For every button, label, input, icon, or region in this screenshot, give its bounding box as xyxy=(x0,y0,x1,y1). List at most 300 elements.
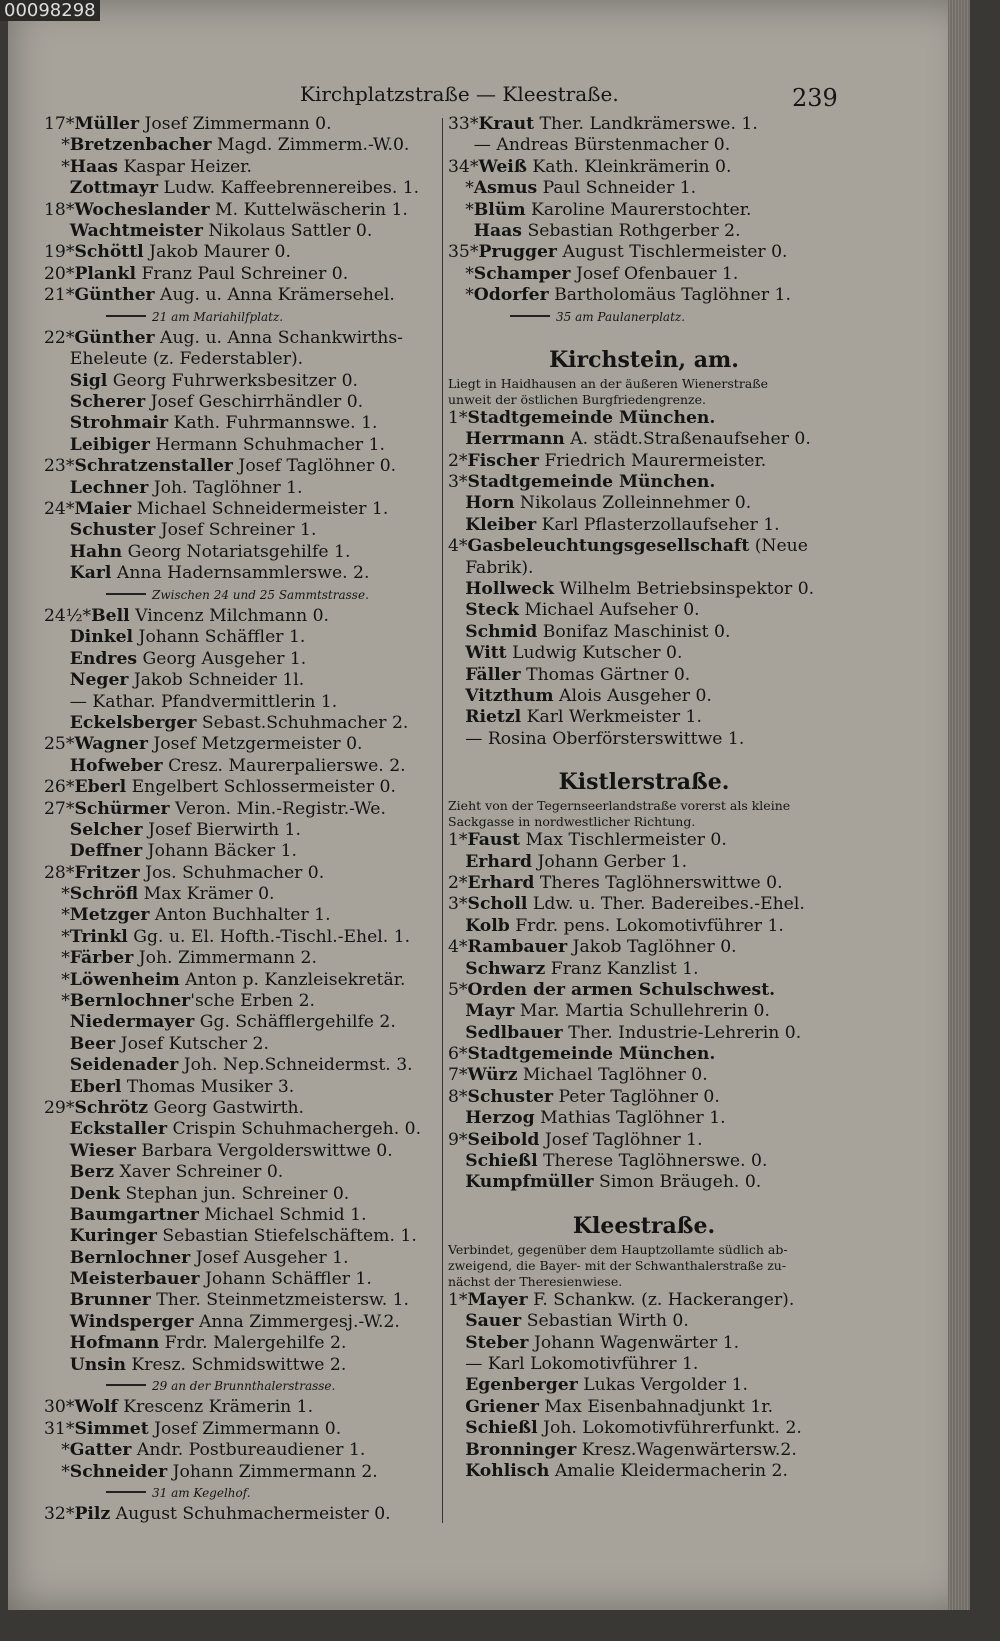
directory-entry xyxy=(44,178,439,199)
resident-name: Bretzenbacher xyxy=(69,135,212,156)
resident-name: Beer xyxy=(69,1033,116,1054)
resident-details: Ludw. Kaffeebrennereibes. 1. xyxy=(158,178,420,199)
resident-name: Metzger xyxy=(69,905,150,926)
resident-name: Endres xyxy=(69,648,138,669)
resident-details: Ther. Landkrämerswe. 1. xyxy=(534,114,758,134)
note-text: 31 am Kegelhof. xyxy=(152,1486,251,1500)
resident-details: Gg. Schäfflergehilfe 2. xyxy=(194,1012,396,1033)
resident-name: Eckstaller xyxy=(69,1119,168,1140)
cross-reference-note xyxy=(44,585,439,606)
resident-details: Fabrik). xyxy=(465,557,534,578)
resident-details: Stephan jun. Schreiner 0. xyxy=(120,1183,350,1204)
directory-entry xyxy=(44,114,439,135)
directory-entry xyxy=(44,692,439,713)
resident-details: Simon Bräugeh. 0. xyxy=(593,1172,762,1193)
resident-name: Faust xyxy=(467,830,521,851)
directory-entry xyxy=(448,135,840,156)
house-number xyxy=(44,692,70,712)
resident-name: Simmet xyxy=(74,1418,149,1439)
house-number xyxy=(44,627,70,647)
directory-entry xyxy=(448,622,840,643)
resident-name: Niedermayer xyxy=(69,1012,195,1033)
house-number: 1* xyxy=(448,1289,468,1310)
house-number: * xyxy=(44,905,70,926)
directory-entry xyxy=(44,670,439,691)
resident-details: Aug. u. Anna Krämersehel. xyxy=(154,285,395,306)
resident-details: Anna Hadernsammlerswe. 2. xyxy=(111,563,370,584)
directory-entry xyxy=(44,1333,439,1354)
house-number: 2* xyxy=(448,450,468,471)
resident-details: Georg Fuhrwerksbesitzer 0. xyxy=(107,370,358,391)
directory-entry xyxy=(44,820,439,841)
directory-entry xyxy=(448,1130,840,1151)
directory-entry xyxy=(44,1290,439,1311)
resident-details: Cresz. Maurerpalierswe. 2. xyxy=(162,755,406,776)
resident-details: — Karl Lokomotivführer 1. xyxy=(465,1353,699,1374)
page-edge xyxy=(948,0,970,1610)
resident-details: Kath. Fuhrmannswe. 1. xyxy=(168,413,378,434)
resident-details: Josef Kutscher 2. xyxy=(115,1033,269,1054)
house-number: 28* xyxy=(44,862,75,883)
directory-entry xyxy=(448,472,840,493)
house-number: 32* xyxy=(44,1504,75,1525)
resident-details: Bonifaz Maschinist 0. xyxy=(537,621,731,642)
directory-entry xyxy=(44,713,439,734)
resident-name: Meisterbauer xyxy=(69,1269,200,1290)
resident-name: Deffner xyxy=(69,841,143,862)
house-number xyxy=(448,1397,465,1417)
directory-entry xyxy=(448,1461,840,1482)
resident-details: Jakob Maurer 0. xyxy=(143,242,291,263)
directory-entry xyxy=(448,285,840,306)
directory-entry xyxy=(44,221,439,242)
resident-details: — Rosina Oberförsterswittwe 1. xyxy=(465,728,745,749)
house-number: 4* xyxy=(448,536,468,557)
directory-entry xyxy=(448,852,840,873)
resident-details: Josef Zimmermann 0. xyxy=(139,114,332,134)
directory-entry xyxy=(448,729,840,750)
resident-name: Schürmer xyxy=(74,798,170,819)
resident-details: Josef Schreiner 1. xyxy=(155,520,317,541)
resident-name: Gatter xyxy=(69,1440,132,1461)
street-description: Verbindet, gegenüber dem Hauptzollamte südlich ab- xyxy=(448,1241,788,1257)
directory-entry xyxy=(44,756,439,777)
directory-entry xyxy=(448,515,840,536)
resident-name: Rietzl xyxy=(465,707,522,728)
house-number xyxy=(448,1023,465,1043)
directory-entry xyxy=(44,1205,439,1226)
resident-name: Lechner xyxy=(69,477,149,498)
house-number xyxy=(44,1226,70,1246)
pointing-hand-icon xyxy=(106,1374,146,1386)
directory-entry xyxy=(44,1034,439,1055)
resident-name: Egenberger xyxy=(465,1375,578,1396)
directory-entry xyxy=(44,1141,439,1162)
resident-details: Joh. Taglöhner 1. xyxy=(148,477,303,498)
directory-entry xyxy=(44,157,439,178)
directory-entry xyxy=(44,606,439,627)
directory-entry xyxy=(448,1440,840,1461)
resident-details: Vincenz Milchmann 0. xyxy=(129,605,330,626)
directory-entry xyxy=(44,563,439,584)
resident-details: Ther. Industrie-Lehrerin 0. xyxy=(562,1022,802,1043)
street-description: zweigend, die Bayer- mit der Schwanthalerstraße zu- xyxy=(448,1257,787,1273)
resident-details: Peter Taglöhner 0. xyxy=(553,1086,720,1107)
note-text: 29 an der Brunnthalerstrasse. xyxy=(152,1379,336,1394)
resident-name: Prugger xyxy=(478,242,557,263)
pointing-hand-icon xyxy=(510,305,550,317)
house-number: 34* xyxy=(448,156,479,177)
house-number xyxy=(448,1311,465,1331)
resident-name: Kleiber xyxy=(465,514,537,535)
house-number: 19* xyxy=(44,242,75,263)
house-number: 29* xyxy=(44,1097,75,1118)
resident-name: Brunner xyxy=(69,1290,151,1311)
directory-entry xyxy=(448,1087,840,1108)
house-number xyxy=(448,579,465,599)
resident-details: Anna Zimmergesj.-W.2. xyxy=(193,1311,400,1332)
resident-name: Hahn xyxy=(69,541,123,562)
house-number: 24½* xyxy=(44,605,92,626)
resident-name: Wieser xyxy=(69,1140,136,1161)
resident-details: Therese Taglöhnerswe. 0. xyxy=(537,1151,768,1172)
house-number xyxy=(44,1355,70,1375)
resident-name: Pilz xyxy=(74,1504,111,1525)
house-number: 26* xyxy=(44,777,75,798)
directory-entry xyxy=(44,1162,439,1183)
directory-entry xyxy=(44,1312,439,1333)
directory-entry xyxy=(448,1023,840,1044)
directory-entry xyxy=(448,1333,840,1354)
house-number: * xyxy=(448,263,474,284)
directory-entry xyxy=(448,242,840,263)
resident-details: Friedrich Maurermeister. xyxy=(538,450,767,471)
house-number: * xyxy=(44,884,70,905)
directory-entry xyxy=(448,429,840,450)
directory-entry xyxy=(44,264,439,285)
resident-name: Schießl xyxy=(465,1151,538,1172)
resident-details: Josef Taglöhner 1. xyxy=(539,1129,703,1150)
resident-details: Eheleute (z. Federstabler). xyxy=(69,349,304,370)
resident-details: Michael Taglöhner 0. xyxy=(517,1065,708,1086)
resident-name: Bernlochner xyxy=(69,1247,191,1268)
resident-details: Kresz. Schmidswittwe 2. xyxy=(125,1354,347,1375)
house-number xyxy=(44,520,70,540)
running-header: Kirchplatzstraße — Kleestraße. xyxy=(300,82,619,106)
directory-entry xyxy=(448,1397,840,1418)
resident-name: Schrötz xyxy=(74,1097,149,1118)
resident-name: Hollweck xyxy=(465,579,555,600)
directory-entry xyxy=(448,1354,840,1375)
house-number xyxy=(448,622,465,642)
resident-name: Weiß xyxy=(478,156,527,177)
house-number xyxy=(44,392,70,412)
resident-details: Joh. Lokomotivführerfunkt. 2. xyxy=(537,1418,802,1439)
resident-details: Ludwig Kutscher 0. xyxy=(506,643,683,664)
resident-name: Eberl xyxy=(74,777,127,798)
resident-name: Karl xyxy=(69,563,112,584)
pointing-hand-icon xyxy=(106,583,146,595)
house-number xyxy=(44,178,70,198)
resident-details: Karl Werkmeister 1. xyxy=(521,707,702,728)
directory-entry xyxy=(44,777,439,798)
resident-name: Leibiger xyxy=(69,434,150,455)
resident-details: Josef Ofenbauer 1. xyxy=(570,263,739,284)
house-number: * xyxy=(44,135,70,156)
house-number xyxy=(448,1151,465,1171)
resident-details: Thomas Gärtner 0. xyxy=(520,664,691,685)
directory-entry xyxy=(44,1119,439,1140)
resident-name: Baumgartner xyxy=(69,1204,199,1225)
resident-details: Franz Kanzlist 1. xyxy=(545,958,699,979)
resident-details: Mathias Taglöhner 1. xyxy=(534,1108,726,1129)
resident-details: Frdr. pens. Lokomotivführer 1. xyxy=(509,915,784,936)
note-text: 21 am Mariahilfplatz. xyxy=(152,309,284,324)
resident-name: Bronninger xyxy=(465,1439,577,1460)
directory-entry xyxy=(44,456,439,477)
directory-entry xyxy=(448,1311,840,1332)
directory-entry xyxy=(44,542,439,563)
street-description: Zieht von der Tegernseerlandstraße vorerst als kleine xyxy=(448,798,791,814)
resident-name: Kolb xyxy=(465,915,510,936)
resident-details: Bartholomäus Taglöhner 1. xyxy=(548,285,791,306)
directory-entry xyxy=(44,927,439,948)
resident-details: Joh. Nep.Schneidermst. 3. xyxy=(178,1055,413,1076)
resident-name: Hofweber xyxy=(69,755,163,776)
house-number xyxy=(448,852,465,872)
house-number xyxy=(44,435,70,455)
resident-details: Gg. u. El. Hofth.-Tischl.-Ehel. 1. xyxy=(127,926,411,947)
resident-details: Kath. Kleinkrämerin 0. xyxy=(526,156,732,177)
house-number: * xyxy=(44,156,70,177)
house-number: 1* xyxy=(448,407,468,428)
resident-details: Jakob Schneider 1l. xyxy=(128,670,305,691)
resident-name: Steck xyxy=(465,600,519,621)
cross-reference-note xyxy=(44,307,439,328)
house-number xyxy=(44,1162,70,1182)
house-number: * xyxy=(44,948,70,969)
house-number: * xyxy=(448,178,474,199)
resident-name: Hofmann xyxy=(69,1333,160,1354)
resident-name: Erhard xyxy=(467,872,535,893)
directory-entry xyxy=(44,841,439,862)
house-number: 7* xyxy=(448,1065,468,1086)
resident-details: Sebastian Wirth 0. xyxy=(521,1311,689,1332)
directory-entry xyxy=(44,1504,439,1525)
directory-entry xyxy=(44,1440,439,1461)
resident-details: Amalie Kleidermacherin 2. xyxy=(549,1460,788,1481)
house-number: 3* xyxy=(448,472,468,493)
resident-name: Scholl xyxy=(467,894,528,915)
directory-entry xyxy=(448,536,840,557)
house-number xyxy=(44,1333,70,1353)
house-number xyxy=(448,643,465,663)
resident-name: Griener xyxy=(465,1396,539,1417)
house-number xyxy=(44,1269,70,1289)
resident-name: Selcher xyxy=(69,819,143,840)
resident-details: Joh. Zimmermann 2. xyxy=(133,948,317,969)
directory-entry xyxy=(44,884,439,905)
directory-entry xyxy=(44,1397,439,1418)
house-number: * xyxy=(44,991,70,1012)
directory-entry xyxy=(44,285,439,306)
resident-name: Günther xyxy=(74,327,155,348)
resident-details: Karoline Maurerstochter. xyxy=(525,199,752,220)
directory-entry xyxy=(448,643,840,664)
house-number: 27* xyxy=(44,798,75,819)
resident-details: Michael Aufseher 0. xyxy=(518,600,700,621)
directory-entry xyxy=(448,686,840,707)
pointing-hand-icon xyxy=(106,305,146,317)
directory-entry xyxy=(44,371,439,392)
house-number xyxy=(44,649,70,669)
resident-name: Erhard xyxy=(465,851,533,872)
resident-name: Schöttl xyxy=(74,242,144,263)
house-number xyxy=(44,1119,70,1139)
resident-name: Löwenheim xyxy=(69,969,180,990)
resident-name: Färber xyxy=(69,948,134,969)
house-number: 24* xyxy=(44,499,75,520)
resident-details: August Schuhmachermeister 0. xyxy=(110,1504,391,1525)
house-number xyxy=(448,1001,465,1021)
resident-name: Schwarz xyxy=(465,958,546,979)
directory-entry xyxy=(44,200,439,221)
directory-entry xyxy=(448,221,840,242)
street-description: Liegt in Haidhausen an der äußeren Wienerstraße xyxy=(448,375,768,391)
directory-entry xyxy=(44,1226,439,1247)
directory-entry xyxy=(44,242,439,263)
resident-details: Frdr. Malergehilfe 2. xyxy=(159,1333,347,1354)
resident-name: Schuster xyxy=(467,1086,554,1107)
directory-entry xyxy=(448,980,840,1001)
resident-name: Denk xyxy=(69,1183,121,1204)
resident-name: Herrmann xyxy=(465,429,565,450)
directory-entry xyxy=(44,799,439,820)
house-number: 35* xyxy=(448,242,479,263)
directory-entry xyxy=(44,1184,439,1205)
directory-entry xyxy=(44,991,439,1012)
resident-name: Herzog xyxy=(465,1108,535,1129)
resident-name: Kraut xyxy=(478,114,535,134)
directory-entry xyxy=(44,413,439,434)
resident-name: Eberl xyxy=(69,1076,122,1097)
resident-name: Zottmayr xyxy=(69,178,159,199)
directory-entry xyxy=(44,1055,439,1076)
resident-details: Max Tischlermeister 0. xyxy=(520,830,727,851)
house-number: 23* xyxy=(44,456,75,477)
street-description: Sackgasse in nordwestlicher Richtung. xyxy=(448,814,696,830)
directory-entry xyxy=(44,1269,439,1290)
resident-details: Franz Paul Schreiner 0. xyxy=(136,263,349,284)
resident-details: Ldw. u. Ther. Badereibes.-Ehel. xyxy=(527,894,805,915)
directory-entry xyxy=(448,1375,840,1396)
resident-name: Bell xyxy=(91,605,130,626)
resident-details: Max Krämer 0. xyxy=(138,884,275,905)
resident-details: Sebastian Stiefelschäftem. 1. xyxy=(156,1226,417,1247)
resident-name: Neger xyxy=(69,670,129,691)
directory-entry xyxy=(44,1098,439,1119)
house-number xyxy=(44,1077,70,1097)
resident-details: Krescenz Krämerin 1. xyxy=(117,1397,314,1418)
resident-name: Maier xyxy=(74,499,132,520)
house-number xyxy=(44,542,70,562)
house-number xyxy=(448,600,465,620)
resident-name: Seidenader xyxy=(69,1055,179,1076)
street-description: unweit der östlichen Burgfriedengrenze. xyxy=(448,391,707,407)
resident-details: Josef Geschirrhändler 0. xyxy=(145,392,364,413)
directory-entry xyxy=(44,1355,439,1376)
directory-entry xyxy=(448,1172,840,1193)
directory-entry xyxy=(448,200,840,221)
resident-details: Georg Gastwirth. xyxy=(148,1097,305,1118)
left-column xyxy=(44,114,439,1526)
directory-entry xyxy=(448,665,840,686)
resident-details: Xaver Schreiner 0. xyxy=(114,1162,284,1183)
house-number xyxy=(44,1184,70,1204)
resident-details: Kresz.Wagenwärtersw.2. xyxy=(576,1439,797,1460)
resident-name: Kuringer xyxy=(69,1226,157,1247)
house-number xyxy=(44,413,70,433)
resident-name: Eckelsberger xyxy=(69,712,197,733)
resident-details: Sebastian Rothgerber 2. xyxy=(521,220,741,241)
resident-details: Ther. Steinmetzmeistersw. 1. xyxy=(150,1290,410,1311)
resident-details: Nikolaus Zolleinnehmer 0. xyxy=(514,493,752,514)
directory-entry xyxy=(44,349,439,370)
house-number xyxy=(448,135,474,155)
resident-name: Stadtgemeinde München. xyxy=(467,407,716,428)
directory-entry xyxy=(44,1012,439,1033)
house-number: 2* xyxy=(448,872,468,893)
house-number xyxy=(448,729,465,749)
resident-name: Günther xyxy=(74,285,155,306)
directory-entry xyxy=(448,264,840,285)
resident-name: Asmus xyxy=(473,178,538,199)
house-number xyxy=(448,429,465,449)
resident-details: Max Eisenbahnadjunkt 1r. xyxy=(538,1396,774,1417)
resident-details: Georg Ausgeher 1. xyxy=(137,648,307,669)
resident-name: Haas xyxy=(473,220,522,241)
directory-entry xyxy=(448,157,840,178)
resident-name: Blüm xyxy=(473,199,526,220)
resident-name: Witt xyxy=(465,643,507,664)
house-number xyxy=(448,1108,465,1128)
resident-name: Fäller xyxy=(465,664,521,685)
resident-name: Rambauer xyxy=(467,937,568,958)
house-number xyxy=(44,1012,70,1032)
resident-name: Fischer xyxy=(467,450,539,471)
house-number: 25* xyxy=(44,734,75,755)
note-text: Zwischen 24 und 25 Sammtstrasse. xyxy=(152,587,369,602)
resident-details: Michael Schneidermeister 1. xyxy=(131,499,389,520)
resident-details: Johann Bäcker 1. xyxy=(142,841,298,862)
resident-details: Josef Taglöhner 0. xyxy=(232,456,397,477)
resident-details: Jos. Schuhmacher 0. xyxy=(139,862,325,883)
street-heading: Kistlerstraße. xyxy=(558,769,730,796)
street-heading: Kleestraße. xyxy=(572,1212,716,1239)
resident-details: Andr. Postbureaudiener 1. xyxy=(131,1440,366,1461)
resident-name: Wolf xyxy=(74,1397,118,1418)
house-number: 22* xyxy=(44,327,75,348)
resident-details: Alois Ausgeher 0. xyxy=(553,685,712,706)
house-number xyxy=(448,221,474,241)
resident-details: (Neue xyxy=(749,536,808,557)
directory-entry xyxy=(44,499,439,520)
resident-name: Sauer xyxy=(465,1311,522,1332)
house-number xyxy=(448,1461,465,1481)
resident-details: 'sche Erben 2. xyxy=(190,991,315,1012)
house-number: 30* xyxy=(44,1397,75,1418)
house-number: 20* xyxy=(44,263,75,284)
